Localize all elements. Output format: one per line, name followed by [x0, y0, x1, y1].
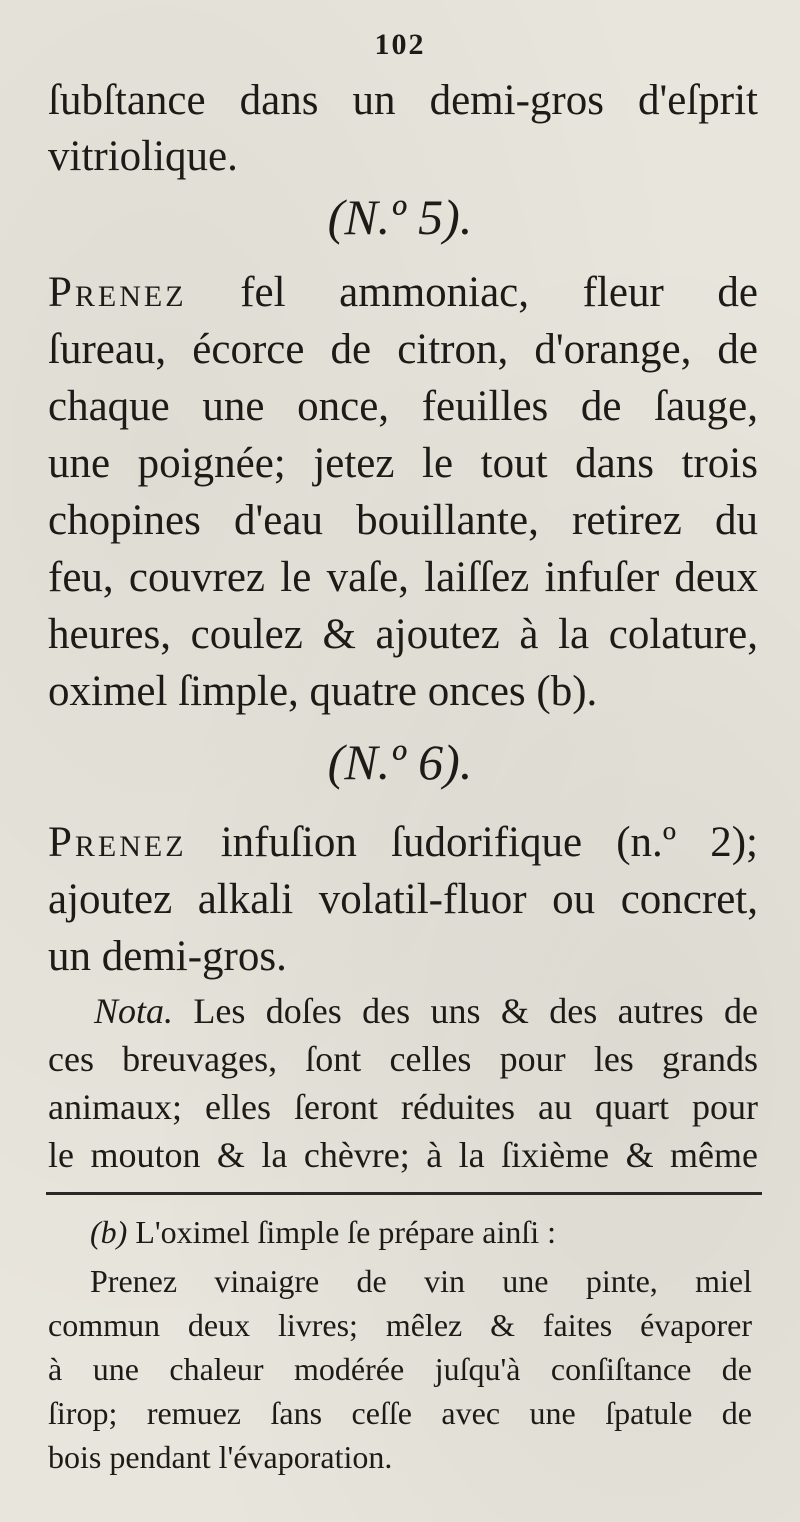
body-line: ſureau, écorce de citron, d'orange, de	[48, 326, 758, 373]
footnote-marker: (b)	[90, 1214, 128, 1250]
footnote-rule	[46, 1192, 762, 1195]
body-line: ajoutez alkali volatil-fluor ou concret,	[48, 876, 758, 923]
footnote-heading	[90, 1214, 750, 1251]
body-line-text: infuſion ſudorifique (n.º 2);	[220, 819, 758, 866]
footnote-line: Prenez vinaigre de vin une pinte, miel	[90, 1263, 752, 1299]
lead-word: Prenez	[48, 269, 187, 316]
body-line: une poignée; jetez le tout dans trois	[48, 440, 758, 487]
nota-line: le mouton & la chèvre; à la ſixième & même	[48, 1135, 758, 1175]
body-line-text: fel ammoniac, fleur de	[240, 269, 758, 316]
body-line: oximel ſimple, quatre onces (b).	[48, 668, 598, 715]
footnote-line: à une chaleur modérée juſqu'à conſiſtance de	[48, 1351, 752, 1387]
section-heading: (N.º 5).	[327, 189, 473, 245]
lead-word: Prenez	[48, 819, 187, 866]
page-number: 102	[374, 28, 426, 61]
body-line: vitriolique.	[48, 133, 238, 180]
body-line: heures, coulez & ajoutez à la colature,	[48, 611, 758, 658]
body-line: ſubſtance dans un demi-gros d'eſprit	[48, 77, 758, 124]
body-line: chopines d'eau bouillante, retirez du	[48, 497, 758, 544]
nota-line	[48, 990, 758, 1032]
nota-line: ces breuvages, ſont celles pour les grands	[48, 1039, 758, 1079]
footnote-line: commun deux livres; mêlez & faites évaporer	[48, 1307, 752, 1343]
body-line: un demi-gros.	[48, 933, 287, 980]
body-line	[48, 268, 758, 317]
body-line: chaque une once, feuilles de ſauge,	[48, 383, 758, 430]
section-heading: (N.º 6).	[327, 734, 473, 790]
footnote-line: ſirop; remuez ſans ceſſe avec une ſpatule de	[48, 1395, 752, 1431]
nota-line-text: Les doſes des uns & des autres de	[193, 991, 758, 1031]
body-line	[48, 818, 758, 867]
nota-label: Nota.	[94, 991, 174, 1031]
nota-line: animaux; elles ſeront réduites au quart pour	[48, 1087, 758, 1127]
body-line: feu, couvrez le vaſe, laiſſez infuſer deux	[48, 554, 758, 601]
footnote-heading-text: L'oximel ſimple ſe prépare ainſi :	[135, 1214, 557, 1250]
footnote-line: bois pendant l'évaporation.	[48, 1439, 393, 1475]
